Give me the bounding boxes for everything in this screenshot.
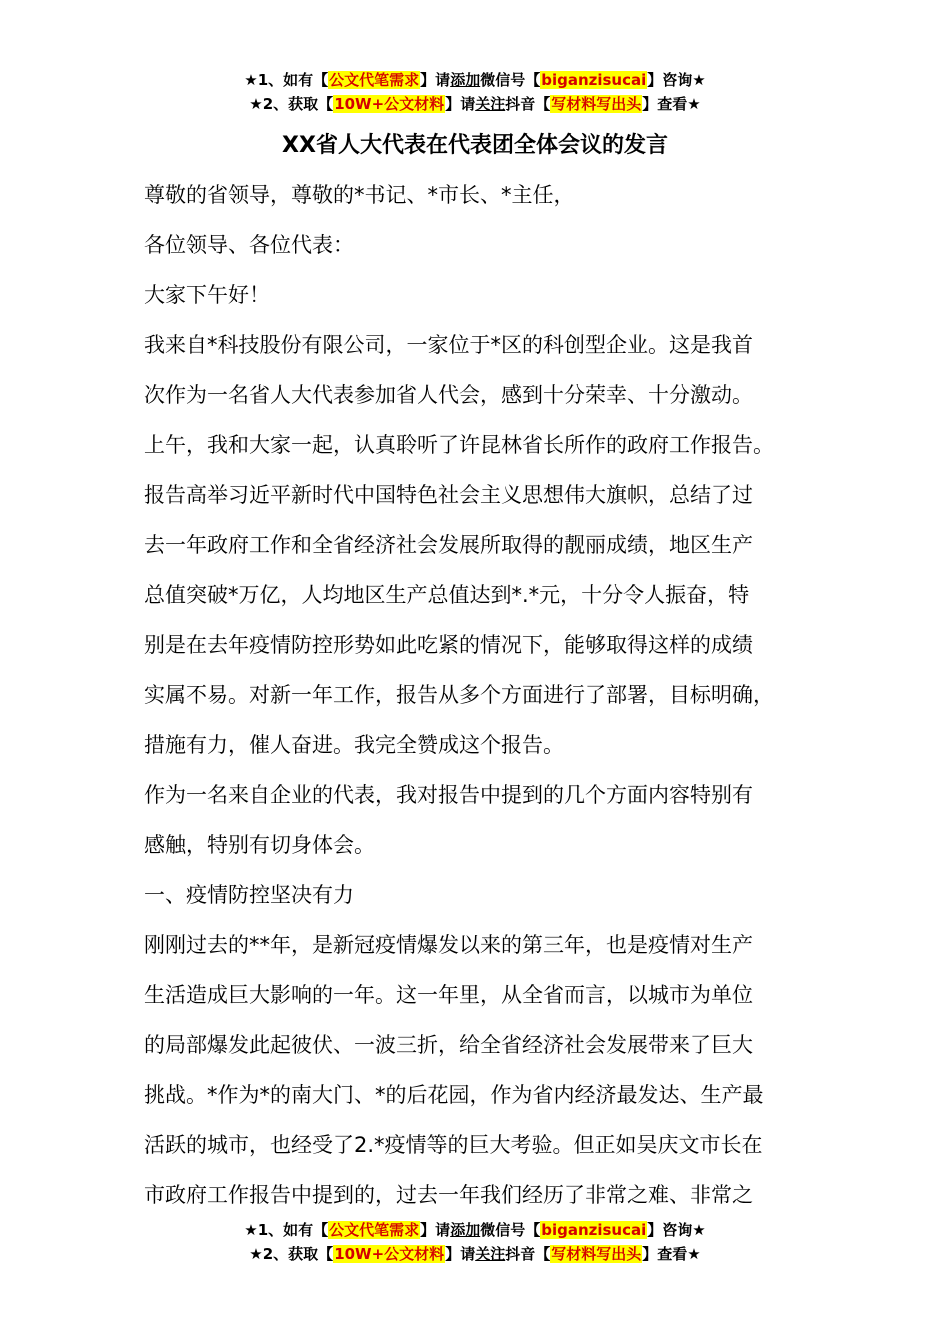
paragraph-line: 大家下午好！	[144, 283, 270, 307]
banner-underline: 关注	[475, 1245, 506, 1263]
paragraph-line: 次作为一名省人大代表参加省人代会，感到十分荣幸、十分激动。	[144, 383, 753, 407]
paragraph-line: 市政府工作报告中提到的，过去一年我们经历了非常之难、非常之	[144, 1183, 753, 1207]
paragraph-line: 感触，特别有切身体会。	[144, 833, 375, 857]
header-banner	[0, 68, 950, 116]
paragraph-line: 措施有力，催人奋进。我完全赞成这个报告。	[144, 733, 564, 757]
banner-text: ★1、如有【	[244, 71, 329, 89]
banner-text: ★2、获取【	[249, 1245, 334, 1263]
banner-text: 】请	[445, 1245, 476, 1263]
banner-text: 】请	[420, 1221, 451, 1239]
footer-banner	[0, 1218, 950, 1266]
banner-line-2	[0, 1242, 950, 1266]
banner-text: 抖音【	[505, 95, 551, 113]
document-title: XX省人大代表在代表团全体会议的发言	[282, 133, 668, 158]
banner-text: 】查看★	[642, 1245, 701, 1263]
paragraph-line: 挑战。*作为*的南大门、*的后花园，作为省内经济最发达、生产最	[144, 1083, 764, 1107]
banner-text: 微信号【	[480, 1221, 541, 1239]
banner-text: 】咨询★	[647, 1221, 706, 1239]
banner-highlight: 公文代笔需求	[329, 71, 420, 89]
banner-text: ★1、如有【	[244, 1221, 329, 1239]
paragraph-line: 一、疫情防控坚决有力	[144, 883, 354, 907]
banner-underline: 添加	[450, 71, 481, 89]
paragraph-line: 作为一名来自企业的代表，我对报告中提到的几个方面内容特别有	[144, 783, 753, 807]
banner-text: ★2、获取【	[249, 95, 334, 113]
banner-text: 】咨询★	[647, 71, 706, 89]
banner-text: 微信号【	[480, 71, 541, 89]
paragraph-line: 生活造成巨大影响的一年。这一年里，从全省而言，以城市为单位	[144, 983, 753, 1007]
paragraph-line: 各位领导、各位代表：	[144, 233, 354, 257]
banner-highlight: 写材料写出头	[551, 95, 642, 113]
paragraph-line: 尊敬的省领导，尊敬的*书记、*市长、*主任，	[144, 183, 575, 207]
paragraph-line: 总值突破*万亿，人均地区生产总值达到*.*元，十分令人振奋，特	[144, 583, 750, 607]
paragraph-line: 上午，我和大家一起，认真聆听了许昆林省长所作的政府工作报告。	[144, 433, 774, 457]
banner-text: 】请	[445, 95, 476, 113]
banner-highlight: 10W+公文材料	[334, 95, 445, 113]
banner-highlight: 公文代笔需求	[329, 1221, 420, 1239]
paragraph-line: 别是在去年疫情防控形势如此吃紧的情况下，能够取得这样的成绩	[144, 633, 753, 657]
banner-text: 】请	[420, 71, 451, 89]
paragraph-line: 刚刚过去的**年，是新冠疫情爆发以来的第三年，也是疫情对生产	[144, 933, 753, 957]
banner-line-1	[0, 68, 950, 92]
paragraph-line: 报告高举习近平新时代中国特色社会主义思想伟大旗帜，总结了过	[144, 483, 753, 507]
banner-text: 抖音【	[505, 1245, 551, 1263]
banner-highlight: biganzisucai	[541, 71, 647, 89]
banner-underline: 关注	[475, 95, 506, 113]
banner-highlight: biganzisucai	[541, 1221, 647, 1239]
banner-line-2	[0, 92, 950, 116]
banner-highlight: 写材料写出头	[551, 1245, 642, 1263]
document-body	[144, 170, 834, 1220]
paragraph-line: 活跃的城市，也经受了2.*疫情等的巨大考验。但正如吴庆文市长在	[144, 1133, 763, 1157]
paragraph-line: 我来自*科技股份有限公司，一家位于*区的科创型企业。这是我首	[144, 333, 753, 357]
banner-text: 】查看★	[642, 95, 701, 113]
paragraph-line: 实属不易。对新一年工作，报告从多个方面进行了部署，目标明确，	[144, 683, 774, 707]
paragraph-line: 去一年政府工作和全省经济社会发展所取得的靓丽成绩，地区生产	[144, 533, 753, 557]
banner-line-1	[0, 1218, 950, 1242]
banner-underline: 添加	[450, 1221, 481, 1239]
paragraph-line: 的局部爆发此起彼伏、一波三折，给全省经济社会发展带来了巨大	[144, 1033, 753, 1057]
banner-highlight: 10W+公文材料	[334, 1245, 445, 1263]
